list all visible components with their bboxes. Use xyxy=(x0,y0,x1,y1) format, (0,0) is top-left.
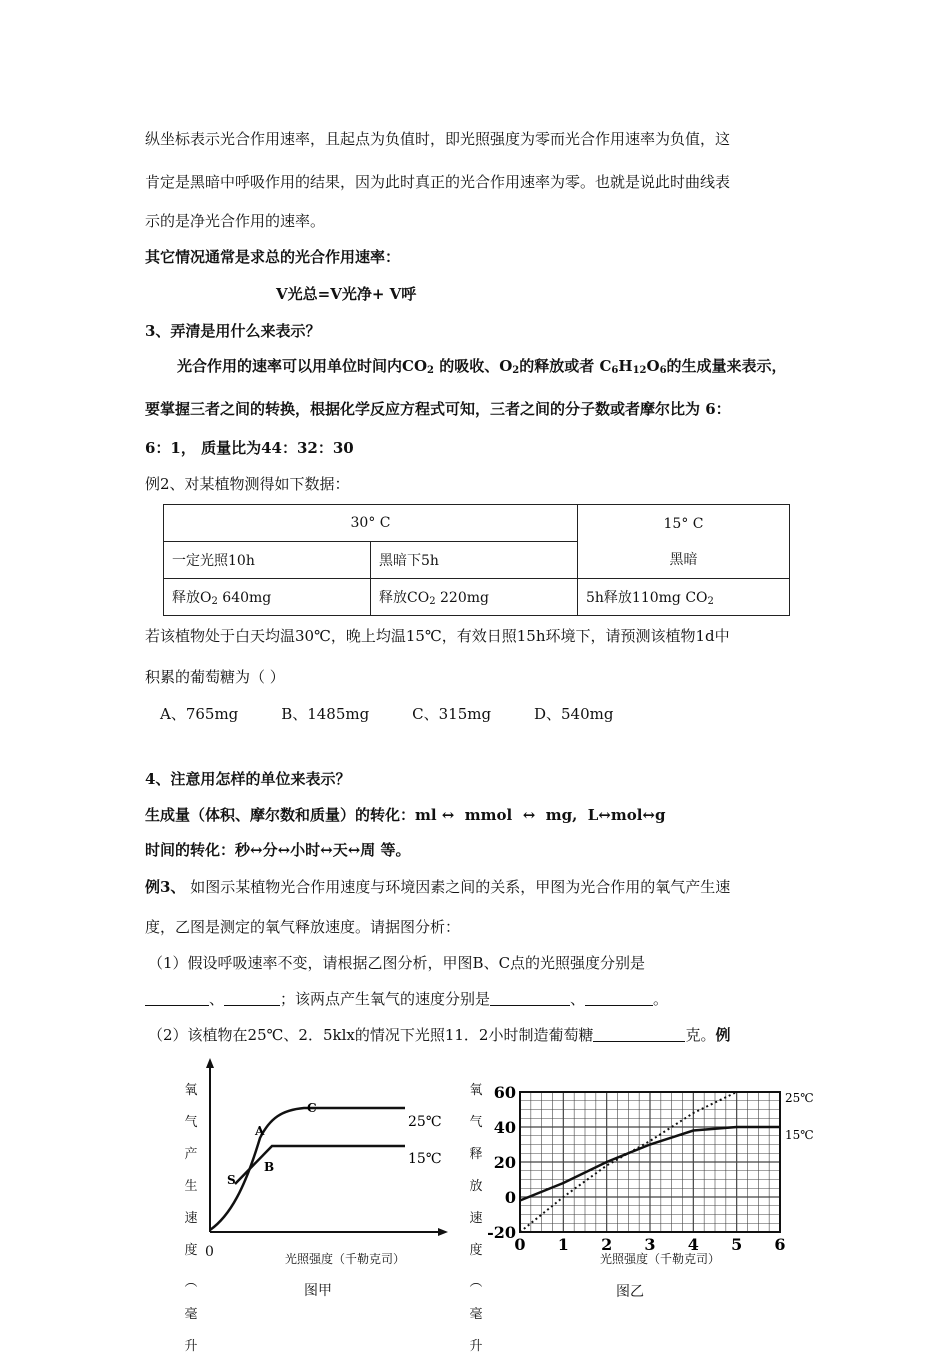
ylabel-char: 放 xyxy=(469,1179,483,1194)
answer-blank xyxy=(585,991,653,1006)
text-seg: 光合作用的速率可以用单位时间内CO xyxy=(177,357,428,375)
text-seg: 克。 xyxy=(685,1026,716,1044)
example-3-label: 例3、 xyxy=(145,878,186,896)
sub: 2 xyxy=(512,365,520,376)
para-line-4: 其它情况通常是求总的光合作用速率： xyxy=(145,248,401,266)
para-line-9: 6：1， 质量比为44：32：30 xyxy=(145,439,354,457)
para-line-3: 示的是净光合作用的速率。 xyxy=(145,212,326,230)
fig-jia-chart xyxy=(200,1058,450,1258)
x-tick-label: 1 xyxy=(557,1235,569,1252)
text-seg: 释放O xyxy=(172,590,212,606)
ylabel-char: 速 xyxy=(469,1211,483,1226)
answer-blank xyxy=(490,991,570,1006)
text-seg: 释放CO xyxy=(379,590,430,606)
cell-co2-release xyxy=(371,579,578,616)
unit-conversion: 生成量（体积、摩尔数和质量）的转化：ml ↔ mmol ↔ mg, L↔mol↔g xyxy=(145,806,666,824)
sub: 2 xyxy=(211,596,218,607)
text-seg: 220mg xyxy=(435,590,489,606)
cell-co2-15c xyxy=(578,579,790,616)
fig-jia-xlabel: 光照强度（千勒克司） xyxy=(285,1252,406,1266)
ylabel-char: 气 xyxy=(184,1115,198,1130)
answer-blank xyxy=(593,1027,685,1042)
cell-light-10h: 一定光照10h xyxy=(164,542,371,579)
para-line-12: 积累的葡萄糖为（ ） xyxy=(145,668,285,686)
ylabel-char: ︵ xyxy=(469,1275,483,1290)
text-seg: 、 xyxy=(570,990,586,1008)
para-line-11: 若该植物处于白天均温30℃，晚上均温15℃，有效日照15h环境下，请预测该植物1d中 xyxy=(145,627,730,645)
header-30c: 30° C xyxy=(164,505,578,542)
x-tick-label: 3 xyxy=(644,1235,656,1252)
y-tick-label: -20 xyxy=(487,1223,516,1242)
sub: 6 xyxy=(659,365,667,376)
ylabel-char: ︵ xyxy=(184,1275,198,1290)
ylabel-char: 产 xyxy=(184,1147,198,1162)
sub: 6 xyxy=(611,365,619,376)
ylabel-char: 度 xyxy=(469,1243,483,1258)
series-15c-label: 15℃ xyxy=(785,1128,814,1142)
question-1: （1）假设呼吸速率不变，请根据乙图分析，甲图B、C点的光照强度分别是 xyxy=(148,954,646,972)
point-s-label: S xyxy=(227,1173,236,1187)
ylabel-char: 氧 xyxy=(469,1083,483,1098)
text-seg: 例 xyxy=(715,1026,731,1044)
fig-jia-origin: 0 xyxy=(205,1244,214,1260)
example-3-line-2: 度，乙图是测定的氧气释放速度。请据图分析： xyxy=(145,918,461,936)
series-25c-label: 25℃ xyxy=(785,1091,814,1105)
para-line-1: 纵坐标表示光合作用速率，且起点为负值时，即光照强度为零而光合作用速率为负值，这 xyxy=(145,130,731,148)
point-b-label: B xyxy=(264,1160,275,1174)
sub: 2 xyxy=(429,596,436,607)
x-axis-arrow xyxy=(438,1228,448,1236)
ylabel-char: 气 xyxy=(469,1115,483,1130)
fig-yi-caption: 图乙 xyxy=(616,1284,644,1300)
text-seg: 。 xyxy=(653,990,669,1008)
para-line-7 xyxy=(177,355,787,376)
ylabel-char: 度 xyxy=(184,1243,198,1258)
example-2-title: 例2、对某植物测得如下数据： xyxy=(145,475,350,493)
sub: 2 xyxy=(707,596,714,607)
y-tick-label: 20 xyxy=(493,1153,516,1172)
data-table xyxy=(163,504,790,616)
text-seg: ；该两点产生氧气的速度分别是 xyxy=(280,990,491,1008)
answer-blank xyxy=(145,991,209,1006)
ylabel-char: 毫 xyxy=(469,1307,483,1322)
ylabel-char: 升 xyxy=(469,1339,483,1354)
point-a-label: A xyxy=(255,1124,265,1138)
cell-o2-release xyxy=(164,579,371,616)
header-15c-temp: 15° C xyxy=(663,515,704,532)
example-3-line-1 xyxy=(145,876,730,897)
answer-options: A、765mg B、1485mg C、315mg D、540mg xyxy=(160,705,614,723)
text-seg: 如图示某植物光合作用速度与环境因素之间的关系，甲图为光合作用的氧气产生速 xyxy=(185,878,731,896)
series-15c-label: 15℃ xyxy=(408,1151,442,1167)
sub: 2 xyxy=(427,365,434,376)
curve-25c xyxy=(210,1108,405,1230)
y-tick-label: 60 xyxy=(493,1083,516,1102)
text-seg: 的生成量来表示， xyxy=(666,357,787,375)
text-seg: 5h释放110mg CO xyxy=(586,590,708,606)
y-tick-label: 40 xyxy=(493,1118,516,1137)
ylabel-char: 生 xyxy=(184,1179,198,1194)
fig-yi-chart xyxy=(480,1080,825,1252)
x-tick-label: 6 xyxy=(774,1235,786,1252)
text-seg: O xyxy=(646,357,660,375)
text-seg: 640mg xyxy=(217,590,272,606)
question-2 xyxy=(148,1024,731,1045)
y-axis-arrow xyxy=(206,1058,214,1068)
ylabel-char: 氧 xyxy=(184,1083,198,1098)
x-tick-label: 0 xyxy=(514,1235,526,1252)
text-seg: H xyxy=(618,357,633,375)
cell-dark-5h: 黑暗下5h xyxy=(371,542,578,579)
answer-blank xyxy=(224,991,280,1006)
text-seg: 的释放或者 C xyxy=(519,357,612,375)
heading-4: 4、注意用怎样的单位来表示？ xyxy=(145,770,351,788)
header-15c xyxy=(578,505,790,579)
time-conversion: 时间的转化：秒↔分↔小时↔天↔周 等。 xyxy=(145,841,411,859)
fig-jia-caption: 图甲 xyxy=(304,1283,332,1299)
formula-v-total: V光总=V光净+ V呼 xyxy=(276,285,417,303)
sub: 12 xyxy=(632,365,647,376)
fig-yi-xlabel: 光照强度（千勒克司） xyxy=(600,1252,721,1266)
ylabel-char: 升 xyxy=(184,1339,198,1354)
x-tick-label: 2 xyxy=(601,1235,613,1252)
text-seg: 、 xyxy=(209,990,225,1008)
ylabel-char: 毫 xyxy=(184,1307,198,1322)
series-25c-label: 25℃ xyxy=(408,1114,442,1130)
question-1-blanks xyxy=(145,988,668,1009)
text-seg: 的吸收、O xyxy=(433,357,513,375)
text-seg: （2）该植物在25℃、2．5klx的情况下光照11．2小时制造葡萄糖 xyxy=(148,1026,594,1044)
curve-15c xyxy=(235,1146,405,1184)
ylabel-char: 速 xyxy=(184,1211,198,1226)
y-tick-label: 0 xyxy=(504,1188,516,1207)
para-line-2: 肯定是黑暗中呼吸作用的结果，因为此时真正的光合作用速率为零。也就是说此时曲线表 xyxy=(145,173,731,191)
header-15c-dark: 黑暗 xyxy=(669,551,698,568)
para-line-8: 要掌握三者之间的转换，根据化学反应方程式可知，三者之间的分子数或者摩尔比为 6： xyxy=(145,400,731,418)
heading-3: 3、弄清是用什么来表示？ xyxy=(145,322,321,340)
ylabel-char: 释 xyxy=(469,1147,483,1162)
x-tick-label: 4 xyxy=(687,1235,699,1252)
point-c-label: C xyxy=(307,1101,317,1115)
x-tick-label: 5 xyxy=(731,1235,743,1252)
